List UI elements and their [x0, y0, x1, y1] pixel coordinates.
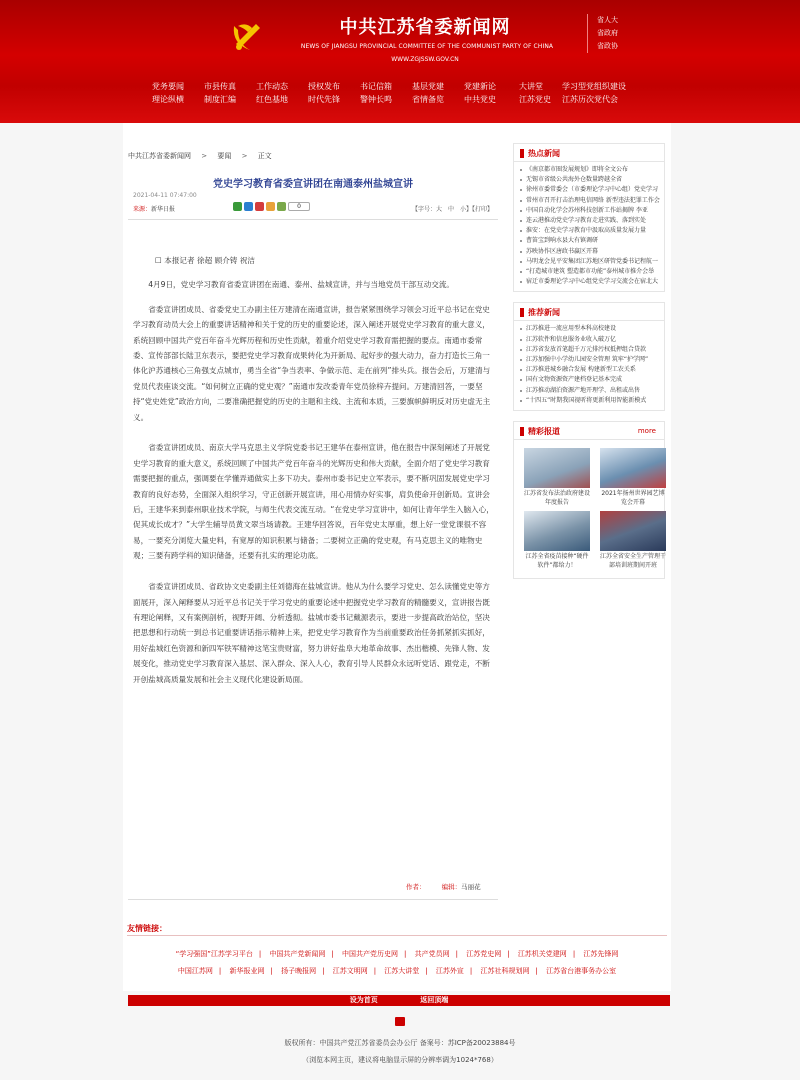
friend-link[interactable]: “学习强国”江苏学习平台: [175, 950, 253, 958]
sidebar: [513, 143, 665, 589]
photo-card[interactable]: [524, 448, 590, 507]
quick-link[interactable]: 省政协: [597, 42, 618, 50]
list-item[interactable]: 徐州市委常委会（市委理论学习中心组）党史学习: [514, 185, 664, 195]
article-body: [133, 253, 496, 702]
friend-links: [123, 911, 671, 991]
footer-bar: [128, 995, 670, 1006]
nav-row-1: [152, 80, 642, 93]
main-content: [123, 123, 671, 911]
nav-item[interactable]: 市县传真: [204, 82, 236, 91]
photo-image[interactable]: [600, 448, 666, 488]
photo-caption[interactable]: 江苏全省疫苗接种“硬件软件”都给力！: [525, 553, 589, 569]
party-emblem-icon: [226, 14, 268, 56]
friend-link[interactable]: 江苏党史网: [466, 950, 502, 958]
wechat-share-icon[interactable]: [233, 202, 242, 211]
divider: [127, 935, 667, 936]
friend-link[interactable]: 中国共产党历史网: [342, 950, 399, 958]
breadcrumb-section[interactable]: 要闻: [217, 152, 232, 160]
nav-item[interactable]: 红色基地: [256, 95, 288, 104]
nav-item[interactable]: 大讲堂: [519, 82, 543, 91]
footer-logo-icon: [395, 1017, 405, 1026]
renren-share-icon[interactable]: [266, 202, 275, 211]
nav-row-2: [152, 93, 642, 106]
nav-item[interactable]: 学习型党组织建设: [562, 82, 626, 91]
article-source: [133, 204, 175, 213]
list-item[interactable]: 江苏推动湖泊资源产地开理学、出租或出售: [514, 386, 664, 396]
friend-link[interactable]: 共产党员网: [414, 950, 450, 958]
resolution-tip: （浏览本网主页，建议将电脑显示屏的分辨率调为1024*768）: [302, 1056, 498, 1064]
editor-name: 马丽花: [461, 883, 481, 891]
article-credits: [406, 882, 481, 891]
list-item[interactable]: 马明龙会见平安集团江苏地区研管党委书记程航一: [514, 257, 664, 267]
list-item[interactable]: 曹笛宝到响水县大有镇调研: [514, 236, 664, 246]
nav-item[interactable]: 省情备览: [412, 95, 444, 104]
photo-image[interactable]: [524, 511, 590, 551]
qzone-share-icon[interactable]: [244, 202, 253, 211]
list-item[interactable]: 江苏推进一流应用型本科高校建设: [514, 324, 664, 334]
article-paragraph: 省委宣讲团成员、省委党史工办副主任万建清在南通宣讲，报告紧紧围绕学习领会习近平总书记在党史学习教育动员大会上的重要讲话精神和关于党的历史的重要论述，深入阐述开展党史学习教育的重大意义，系统回顾中国共产党百年奋斗光辉历程和历史性贡献，着重介绍党史学习教育需把握的要点。南通市委常委、宣传部部长陆卫东表示，要把党史学习教育成果转化为开新局、起好步的强大动力，奋力打造长三角一体化沪苏通核心三角强支点城市，勇当全省“争当表率、争做示范、走在前列”排头兵。报告会后，万建清与党员代表座谈交流。“如何树立正确的党史观？”南通市发改委青年党员徐梓卉提问。万建清回答，一要坚持“党史姓党”政治方向，二要准确把握党的历史的主题和主线、主流和本质，三要旗帜鲜明反对历史虚无主义。: [133, 304, 491, 422]
list-item[interactable]: 江苏省发放首笔超千万元排污权抵押组合贷款: [514, 345, 664, 355]
friend-link[interactable]: 江苏文明网: [332, 967, 368, 975]
hot-news-list: [514, 162, 664, 291]
friend-link[interactable]: 江苏机关党建网: [517, 950, 567, 958]
nav-item[interactable]: 警钟长鸣: [360, 95, 392, 104]
friend-links-title: 友情链接：: [127, 924, 167, 933]
more-link[interactable]: more: [637, 427, 656, 436]
list-item[interactable]: “十四五”时期我国视听将更新利用智能新模式: [514, 396, 664, 406]
article-title: 党史学习教育省委宣讲团在南通泰州盐城宣讲: [213, 179, 413, 190]
list-item[interactable]: 淮安：在党史学习教育中汲取高质量发展力量: [514, 226, 664, 236]
article-paragraph: 省委宣讲团成员、省政协文史委副主任刘德海在盐城宣讲。他从为什么要学习党史、怎么读懂党史等方面展开，深入阐释要从习近平总书记关于学习党史的重要论述中把握党史学习教育的精髓要义，宣讲报告既有理论阐释，又有案例剖析，视野开阔、分析透彻。盐城市委书记戴源表示，要进一步提高政治站位，坚决把思想和行动统一到总书记重要讲话指示精神上来，把党史学习教育作为当前重要政治任务抓紧抓实抓好，用好盐城红色资源和新四军铁军精神这笔宝贵财富，努力讲好盐阜大地革命故事、杰出楷模、先锋人物、发展变化，推动党史学习教育深入基层、深入群众、深入人心，教育引导人民群众永远听党话、跟党走，不断开创盐城高质量发展和社会主义现代化建设新局面。: [133, 582, 490, 684]
friend-links-row-1: “学习强国”江苏学习平台 | 中国共产党新闻网 | 中国共产党历史网 | 共产党员网 | 江苏党史网 | 江苏机关党建网 | 江苏先锋网: [175, 950, 619, 958]
friend-links-row-2: 中国江苏网 | 新华报业网 | 扬子晚报网 | 江苏文明网 | 江苏大讲堂 | 江苏外宣 | 江苏社科规划网 | 江苏省台港事务办公室: [177, 967, 617, 975]
photo-caption[interactable]: 江苏全省安全生产管理干部培训班期间开班: [600, 553, 667, 569]
back-to-top-link[interactable]: 返回顶端: [420, 996, 449, 1004]
photo-card[interactable]: [600, 511, 666, 570]
nav-item[interactable]: 时代先锋: [308, 95, 340, 104]
header-bar-icon: [520, 149, 524, 158]
friend-link[interactable]: 江苏大讲堂: [384, 967, 420, 975]
quick-links: [587, 14, 637, 53]
box-header: [514, 303, 664, 321]
friend-link[interactable]: 江苏先锋网: [583, 950, 619, 958]
nav-item[interactable]: 中共党史: [464, 95, 496, 104]
breadcrumb-separator-icon: >: [201, 152, 208, 160]
article-paragraph: 4月9日，党史学习教育省委宣讲团在南通、泰州、盐城宣讲，并与当地党员干部互动交流。: [148, 280, 455, 290]
list-item[interactable]: “打造城市建筑 塑造都市功能”泰州城市推介会举: [514, 267, 664, 277]
box-header: [514, 422, 664, 440]
gallery-box: [513, 421, 665, 579]
breadcrumb-current: 正文: [257, 152, 272, 160]
divider: [128, 899, 498, 900]
list-item[interactable]: 江苏软件和信息服务业收入破万亿: [514, 335, 664, 345]
set-homepage-link[interactable]: 设为首页: [349, 996, 378, 1004]
list-item[interactable]: 苏映协作区唐政书赢区开幕: [514, 247, 664, 257]
nav-item[interactable]: 基层党建: [412, 82, 444, 91]
nav-item[interactable]: 江苏党史: [519, 95, 551, 104]
hot-news-box: [513, 143, 665, 292]
nav-item[interactable]: 书记信箱: [360, 82, 392, 91]
copyright: 版权所有：中国共产党江苏省委员会办公厅 备案号：苏ICP备20023884号: [284, 1039, 516, 1047]
list-item[interactable]: 宿迁市委理论学习中心组党史学习交流会在宿北大: [514, 277, 664, 287]
photo-image[interactable]: [524, 448, 590, 488]
header-bar-icon: [520, 308, 524, 317]
divider: [128, 219, 498, 220]
photo-card[interactable]: [524, 511, 590, 570]
photo-caption[interactable]: 2021年扬州世界园艺博览会开幕: [601, 490, 665, 506]
article-paragraph: 省委宣讲团成员、南京大学马克思主义学院党委书记王建华在泰州宣讲，他在报告中深刻阐述了开展党史学习教育的重大意义，系统回顾了中国共产党百年奋斗的光辉历史和伟大贡献，全面介绍了党史学习教育需要把握的重点，强调要在学懂弄通做实上多下功夫。泰州市委书记史立军表示，要不断巩固发展党史学习教育的良好态势，全面深入组织学习，守正创新开展宣讲，用心用情办好实事，肩负使命开创新局。宣讲会后，王建华来到泰州职业技术学院，与师生代表交流互动。“在党史学习宣讲中，如何让青年学生入脑入心，促其成长成才？”大学生辅导员黄文翠当场请教。王建华回答说，百年党史太厚重，想上好一堂党课很不容易，一要充分浏览大量史料，有宽厚的知识积累与储备；二要树立正确的党史观，有马克思主义的唯物史观；三要有跨学科的知识储备，还要有扎实的理论功底。: [133, 443, 494, 561]
box-title: 热点新闻: [528, 149, 560, 158]
nav-item[interactable]: 党建新论: [464, 82, 496, 91]
photo-caption[interactable]: 江苏省发布法治政府建设年度报告: [524, 490, 591, 506]
source-label: 来源：: [133, 206, 152, 213]
recommend-news-box: [513, 302, 665, 411]
friend-link[interactable]: 扬子晚报网: [281, 967, 317, 975]
box-title: 精彩报道: [528, 427, 560, 437]
more-share-icon[interactable]: [277, 202, 286, 211]
friend-link[interactable]: 江苏社科规划网: [480, 967, 530, 975]
site-subtitle: NEWS OF JIANGSU PROVINCIAL COMMITTEE OF THE COMMUNIST PARTY OF CHINA: [300, 43, 554, 50]
box-header: [514, 144, 664, 162]
article-byline: ☐ 本报记者 徐超 顾介铸 祝洁: [155, 256, 255, 265]
list-item[interactable]: 常州市召开打击治理电信网络 新型违法犯罪工作会: [514, 196, 664, 206]
weibo-share-icon[interactable]: [255, 202, 264, 211]
friend-link[interactable]: 江苏外宣: [435, 967, 464, 975]
list-item[interactable]: 国有文物资源资产建档登记基本完成: [514, 375, 664, 385]
friend-link[interactable]: 中国江苏网: [177, 967, 213, 975]
breadcrumb-home[interactable]: 中共江苏省委新闻网: [128, 152, 191, 160]
list-item[interactable]: 无锡市省级公共海外仓数量跨越全省: [514, 175, 664, 185]
breadcrumb: [128, 151, 272, 161]
editor-label: 编辑：: [441, 883, 462, 891]
share-count: 0: [288, 202, 310, 211]
nav-item[interactable]: 理论纵横: [152, 95, 184, 104]
photo-image[interactable]: [600, 511, 666, 551]
friend-link[interactable]: 江苏省台港事务办公室: [546, 967, 617, 975]
quick-link[interactable]: 省人大: [597, 16, 618, 24]
box-title: 推荐新闻: [528, 308, 560, 318]
site-url: WWW.ZGJSSW.GOV.CN: [391, 56, 459, 63]
article-meta: [133, 202, 498, 214]
header-bar-icon: [520, 427, 524, 436]
nav-item[interactable]: 授权发布: [308, 82, 340, 91]
site-title[interactable]: 中共江苏省委新闻网: [339, 17, 511, 38]
publish-time: 2021-04-11 07:47:00: [133, 192, 197, 199]
list-item[interactable]: 连云港推动党史学习教育走进实践、落到实处: [514, 216, 664, 226]
nav-item[interactable]: 工作动态: [256, 82, 288, 91]
site-header: [0, 0, 800, 123]
friend-link[interactable]: 中国共产党新闻网: [269, 950, 326, 958]
photo-grid: [514, 440, 667, 578]
share-bar: [233, 202, 310, 211]
nav-item[interactable]: 党务要闻: [152, 82, 184, 91]
nav-item[interactable]: 江苏历次党代会: [562, 95, 618, 104]
main-nav: [152, 80, 642, 106]
article-column: [123, 123, 503, 903]
list-item[interactable]: 江苏推进城乡融合发展 构建新型工农关系: [514, 365, 664, 375]
list-item[interactable]: 江苏加强中小学幼儿园安全管理 筑牢“护学网”: [514, 355, 664, 365]
recommend-news-list: [514, 321, 664, 410]
photo-card[interactable]: [600, 448, 666, 507]
list-item[interactable]: 《南京都市圈发展规划》即将全文公布: [514, 165, 664, 175]
list-item[interactable]: 中国自动化学会苏州科技创新工作站揭牌 李亚: [514, 206, 664, 216]
source-name: 新华日报: [151, 206, 176, 213]
friend-link[interactable]: 新华报业网: [229, 967, 265, 975]
quick-link[interactable]: 省政府: [597, 29, 618, 37]
author-label: 作者：: [406, 883, 426, 891]
font-size-tools[interactable]: 【字号：大 中 小】【打印】: [411, 206, 493, 213]
breadcrumb-separator-icon: >: [241, 152, 248, 160]
nav-item[interactable]: 制度汇编: [204, 95, 236, 104]
